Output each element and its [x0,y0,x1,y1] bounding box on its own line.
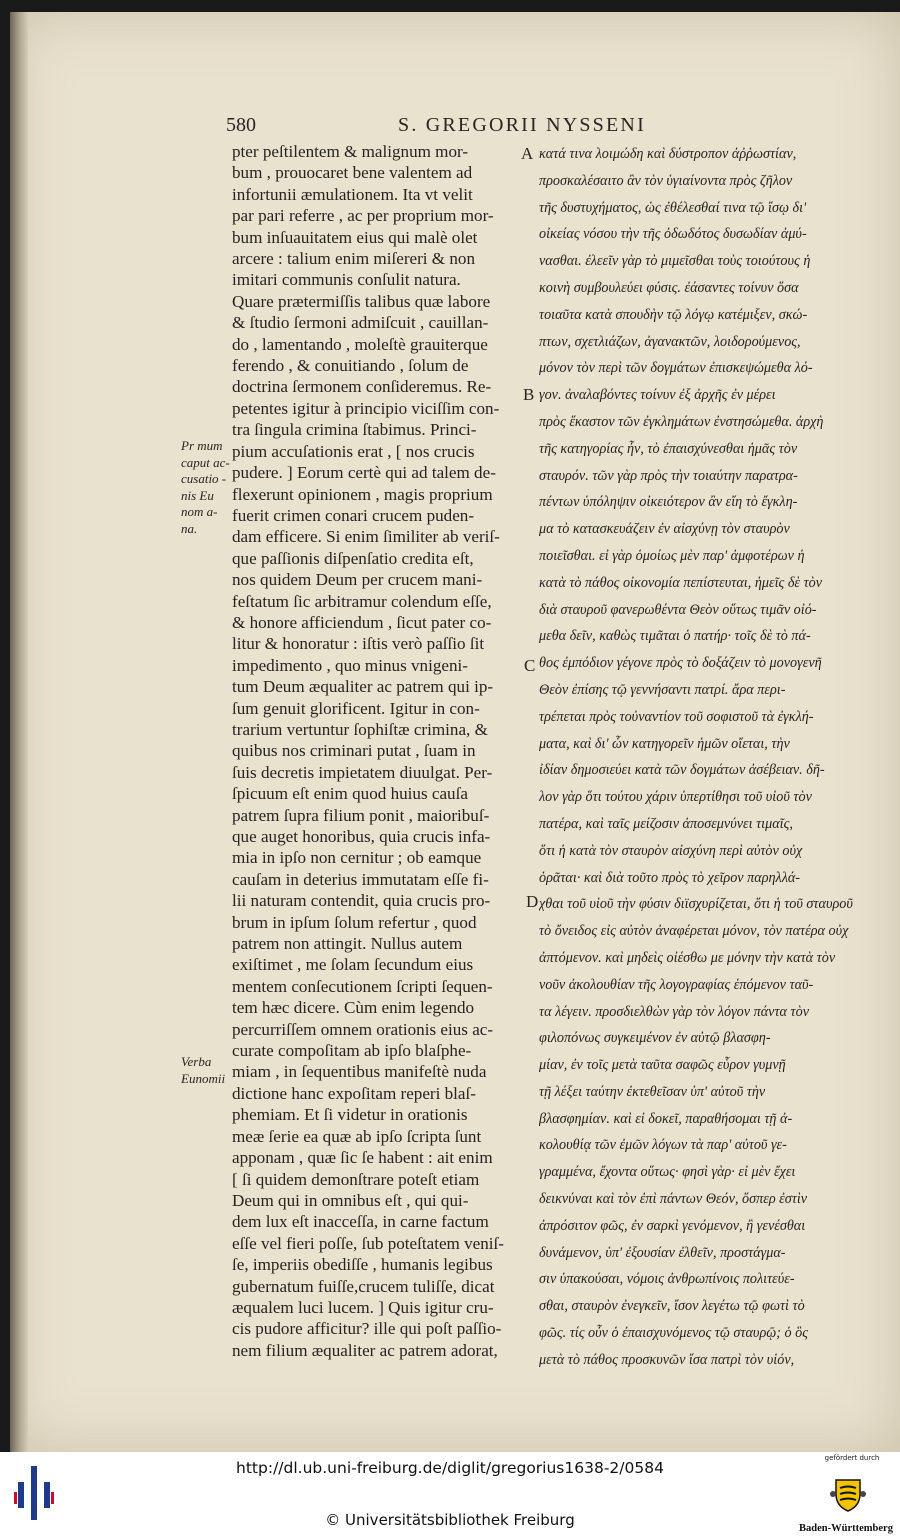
latin-text-line: phemiam. Et ſi videtur in orationis [232,1105,468,1125]
greek-text-line: πατέρα, καὶ ταῖς μείζοσιν ἀποσεμνύνει τιμαῖς, [539,815,793,832]
greek-text-line: δεικνύναι καὶ τὸν ἐπὶ πάντων Θεόν, ὅσπερ ἐστὶν [539,1191,808,1208]
sponsor-badge [798,1454,894,1534]
greek-text-line: μόνον τὸν περὶ τῶν δογμάτων ἐπισκεψώμεθα λό- [539,360,813,377]
latin-text-line: arcere : talium enim miſereri & non [232,249,476,269]
latin-text-line: æqualem luci lucem. ] Quis igitur cru- [232,1297,494,1317]
latin-text-line: eſſe vel fieri poſſe, ſub poteſtatem veniſ- [232,1233,504,1253]
latin-text-line: patrem ſupra filium ponit , maioribuſ- [232,805,490,825]
latin-text-line: pium accuſationis erat , [ nos crucis [232,441,475,461]
latin-text-line: flexerunt opinionem , magis proprium [232,484,493,504]
latin-text-line: ſuis decretis impietatem diuulgat. Per- [232,762,493,782]
latin-text-line: brum in ipſum ſolum refertur , quod [232,912,477,932]
greek-text-line: νασθαι. ἐλεεῖν γὰρ τὸ μιμεῖσθαι τοὺς τοιούτους ἡ [539,253,811,270]
latin-text-line: & ſtudio ſermoni admiſcuit , cauillan- [232,313,489,333]
latin-text-line: gubernatum fuiſſe,crucem tuliſſe, dicat [232,1276,495,1296]
marginal-note-line: Verba [181,1054,212,1069]
latin-text-line: ferendo , & conuitiando , ſolum de [232,356,469,376]
greek-text-line: μετὰ τὸ πάθος προσκυνῶν ἴσα πατρὶ τὸν υἱόν, [539,1351,795,1368]
marginal-note-line: nom a- [181,504,218,520]
greek-text-line: μα τὸ κατασκευάζειν ἐν αἰσχύνῃ τὸν σταυρὸν [539,521,790,538]
latin-text-line: cauſam in deterius immutatam eſſe fi- [232,869,489,889]
greek-text-line: πέντων ὑπόληψιν οἰκειότερον ἂν εἴη τὸ ἔγκλη- [539,494,798,511]
latin-text-line: exiſtimet , me ſolam ſecundum eius [232,955,474,975]
marginal-note-line: nis Eu [181,487,214,503]
footer [0,1452,900,1537]
greek-text-line: σθαι, σταυρὸν ἐνεγκεῖν, ἴσον λεγέτω τῷ φωτὶ τὸ [539,1298,805,1315]
latin-text-line: do , lamentando , moleſtè grauiterque [232,334,488,354]
greek-text-line: τὸ ὄνειδος εἰς αὐτὸν ἀναφέρεται μόνον, τὸν πατέρα οὐχ [539,923,849,940]
greek-text-line: ποιεῖσθαι. εἰ γὰρ ὁμοίως μὲν παρ' ἀμφοτέρων ἡ [539,547,805,564]
greek-column [539,141,857,1374]
greek-text-line: κοινὴ συμβουλεύει φύσις. ἐάσαντες τοίνυν ὅσα [539,279,799,296]
latin-text-line: ſpicuum eſt enim quod huius cauſa [232,784,468,804]
copyright-text: © Universitätsbibliothek Freiburg [325,1511,575,1529]
greek-text-line: μεθα δεῖν, καθὼς τιμᾶται ὁ πατήρ· τοῖς δὲ τὸ πά- [539,628,811,645]
latin-text-line: quibus nos criminari putat , ſuam in [232,741,476,761]
latin-text-line: miam , in ſequentibus manifeſtè nuda [232,1062,487,1082]
greek-text-line: φιλοπόνως συγκειμένον ἐν αὐτῷ βλασφη- [539,1030,771,1047]
document-url-link[interactable]: http://dl.ub.uni-freiburg.de/diglit/gregorius1638-2/0584 [236,1459,664,1477]
greek-text-line: ἰδίαν δημοσιεύει κατὰ τῶν δογμάτων ἀσέβειαν. δῆ- [539,762,825,779]
greek-text-line: τῇ λέξει ταύτην ἐκτεθεῖσαν ὑπ' αὐτοῦ τὴν [539,1083,766,1100]
marginal-note-eunomius [181,1054,225,1087]
latin-text-line: dem lux eſt inacceſſa, in carne factum [232,1212,489,1232]
greek-text-line: οἰκείας νόσου τὴν τῆς ὀδωδότος δυσωδίαν ἀμύ- [539,226,807,243]
latin-text-line: tem hæc dicere. Cùm enim legendo [232,998,475,1018]
greek-text-line: προσκαλέσαιτο ἂν τὸν ὑγιαίνοντα πρὸς ζῆλον [539,172,793,189]
greek-text-line: διὰ σταυροῦ φανερωθέντα Θεὸν οὕτως τιμᾶν οἰό- [539,601,817,618]
latin-text-line: cis pudore afficitur? ille qui poſt paſſio- [232,1319,502,1339]
greek-text-line: τρέπεται πρὸς τοὐναντίον τοῦ σοφιστοῦ τὰ ἐγκλή- [539,708,814,725]
latin-text-line: curate compoſitam ab ipſo blaſphe- [232,1041,472,1061]
book-spine [10,12,28,1452]
greek-text-line: κολουθίᾳ τῶν ἐμῶν λόγων τὰ παρ' αὐτοῦ γε- [539,1137,787,1154]
latin-text-line: Quare prætermiſſis talibus quæ labore [232,291,491,311]
latin-text-line: mia in ipſo non cernitur ; ob eamque [232,848,482,868]
latin-text-line: & honore afficiendum , ſicut pater co- [232,612,492,632]
greek-text-line: σταυρόν. τῶν γὰρ πρὸς τὴν τοιαύτην παρατρα- [539,467,798,484]
marginal-note-first-accusation [181,438,230,538]
latin-text-line: ſe, imperiis obediſſe , humanis legibus [232,1255,493,1275]
greek-text-line: λον γὰρ ὅτι τούτου χάριν ὑπερτίθησι τοῦ υἱοῦ τὸν [539,789,812,806]
latin-text-line: doctrina ſermonem conſideremus. Re- [232,377,492,397]
latin-text-line: Deum qui in omnibus eſt , qui qui- [232,1190,469,1210]
greek-text-line: μίαν, ἐν τοῖς μετὰ ταῦτα σαφῶς εὗρον γυμνῇ [539,1057,786,1074]
latin-text-line: pter peſtilentem & malignum mor- [232,142,469,161]
marginal-note-line: cusatio - [181,471,227,487]
greek-text-line: κατά τινα λοιμώδη καὶ δύστροπον ἀῤῥωστίαν, [539,146,797,162]
latin-text-line: impedimento , quo minus vnigeni- [232,655,468,675]
latin-text-line: lii naturam contendit, quia crucis pro- [232,891,491,911]
latin-text-line: tum Deum æqualiter ac patrem qui ip- [232,677,494,697]
latin-text-line: trarium vertuntur ſophiſtæ crimina, & [232,719,488,739]
coat-of-arms-icon [828,1474,868,1514]
latin-text-line: par pari referre , ac per proprium mor- [232,206,494,226]
greek-text-line: ματα, καὶ δι' ὧν κατηγορεῖν ἡμῶν οἴεται, τὴν [539,735,790,752]
section-marker-a: A [521,144,534,163]
latin-text-line: tra ſingula crimina ſtabimus. Princi- [232,420,477,440]
latin-text-line: dam efficere. Si enim ſimiliter ab veriſ- [232,527,500,547]
greek-text-line: τῆς κατηγορίας ἦν, τὸ ἐπαισχύνεσθαι ἡμᾶς τὸν [539,440,798,457]
latin-text-line: meæ ſerie ea quæ ab ipſo ſcripta ſunt [232,1126,482,1146]
greek-text-line: ὁρᾶται· καὶ διὰ τοῦτο πρὸς τὸ χεῖρον παρηλλά- [539,869,801,886]
latin-text-line: que auget honoribus, quia crucis infa- [232,827,491,846]
latin-text-line: infortunii æmulationem. Ita vt velit [232,184,473,204]
section-marker-d: D [526,892,539,911]
latin-text-line: litur & honoratur : iſtis verò paſſio ſit [232,634,485,654]
marginal-note-line: Pr mum [181,438,223,453]
section-marker-c: C [524,656,536,675]
greek-text-line: θος ἐμπόδιον γέγονε πρὸς τὸ δοξάζειν τὸ μονογενῆ [539,655,822,672]
sponsor-label: gefördert durch [824,1454,880,1462]
greek-text-line: δυνάμενον, ὑπ' ἐξουσίαν ἐλθεῖν, προστάγμα- [539,1244,786,1261]
latin-text-line: pudere. ] Eorum certè qui ad talem de- [232,463,496,483]
greek-text-line: τοιαῦτα κατὰ σπουδὴν τῷ λόγῳ κατέμιξεν, σκώ- [539,306,808,323]
latin-text-line: percurriſſem omnem orationis eius ac- [232,1019,494,1039]
greek-text-line: τῆς δυστυχήματος, ὡς ἐθέλεσθαί τινα τῷ ἴσῳ δι' [539,199,807,216]
greek-text-line: γον. ἀναλαβόντες τοίνυν ἐξ ἀρχῆς ἐν μέρει [539,387,776,404]
greek-text-line: γραμμένα, ἔχοντα οὕτως· φησὶ γὰρ· εἰ μὲν ἔχει [539,1164,796,1181]
latin-text-line: bum inſuauitatem eius qui malè olet [232,227,478,247]
marginal-note-line: Eunomii [181,1070,226,1086]
greek-text-line: πρὸς ἕκαστον τῶν ἐγκλημάτων ἐνστησώμεθα. ἀρχὴ [539,413,824,430]
latin-text-line: [ ſi quidem demonſtrare poteſt etiam [232,1169,480,1189]
latin-text-line: dictione hanc expoſitam reperi blaſ- [232,1083,476,1103]
latin-text-line: imitari communis conſulit natura. [232,270,461,290]
running-head: S. GREGORII NYSSENI [398,114,646,136]
greek-text-line: σιν ὑπακούσαι, νόμοις ἀνθρωπίνοις πολιτεύε- [539,1271,795,1288]
marginal-note-line: na. [181,520,198,536]
greek-text-line: Θεὸν ἐπίσης τῷ γεννήσαντι πατρί. ἄρα περι- [539,681,786,698]
latin-text-line: ſum genuit glorificent. Igitur in con- [232,698,480,718]
greek-text-line: πτων, σχετλιάζων, ἀγανακτῶν, λοιδορούμενος, [539,333,801,350]
latin-text-line: que paſſionis diſpenſatio credita eſt, [232,548,474,568]
latin-text-line: fuerit crimen conari crucem puden- [232,505,475,525]
greek-text-line: φῶς. τίς οὖν ὁ ἐπαισχυνόμενος τῷ σταυρῷ; ὁ ὃς [539,1325,809,1342]
latin-text-line: nos quidem Deum per crucem mani- [232,570,483,590]
latin-text-line: bum , prouocaret bene valentem ad [232,163,473,183]
page-number: 580 [226,114,256,136]
marginal-note-line: caput ac- [181,454,230,470]
greek-text-line: βλασφημίαν. καὶ εἰ δοκεῖ, παραθήσομαι τῇ ἀ- [539,1110,793,1127]
greek-text-line: ἀπρόσιτον φῶς, ἐν σαρκὶ γενόμενον, ἢ γενέσθαι [539,1217,806,1234]
greek-text-line: ἀπτόμενον. καὶ μηδεὶς οἰέσθω με μόνην τὴν κατὰ τὸν [539,949,836,966]
latin-text-line: petentes igitur à principio viciſſim con- [232,398,500,418]
greek-text-line: ὅτι ἡ κατὰ τὸν σταυρὸν αἰσχύνη περὶ αὐτὸν οὐχ [539,842,803,859]
greek-text-line: νοῦν ἀκολουθίαν τῆς λογογραφίας ἑπόμενον ταῦ- [539,976,814,993]
sponsor-name: Baden-Württemberg [799,1523,893,1534]
section-marker-b: B [523,385,535,404]
latin-text-line: feſtatum ſic arbitramur colendum eſſe, [232,591,492,611]
greek-text-line: χθαι τοῦ υἱοῦ τὴν φύσιν διϊσχυρίζεται, ὅτι ἡ τοῦ σταυροῦ [539,896,853,913]
latin-text-line: apponam , quæ ſic ſe habent : ait enim [232,1148,493,1168]
latin-text-line: nem filium æqualiter ac patrem adorat, [232,1340,498,1360]
latin-text-line: patrem non attingit. Nullus autem [232,934,463,954]
greek-text-line: κατὰ τὸ πάθος οἰκονομία πεπίστευται, ἡμεῖς δὲ τὸν [539,574,823,591]
latin-text-line: mentem conſecutionem ſcripti ſequen- [232,976,493,996]
latin-column [232,141,519,1361]
greek-text-line: τα λέγειν. προσδιελθὼν γὰρ τὸν λόγον πάντα τὸν [539,1003,809,1020]
